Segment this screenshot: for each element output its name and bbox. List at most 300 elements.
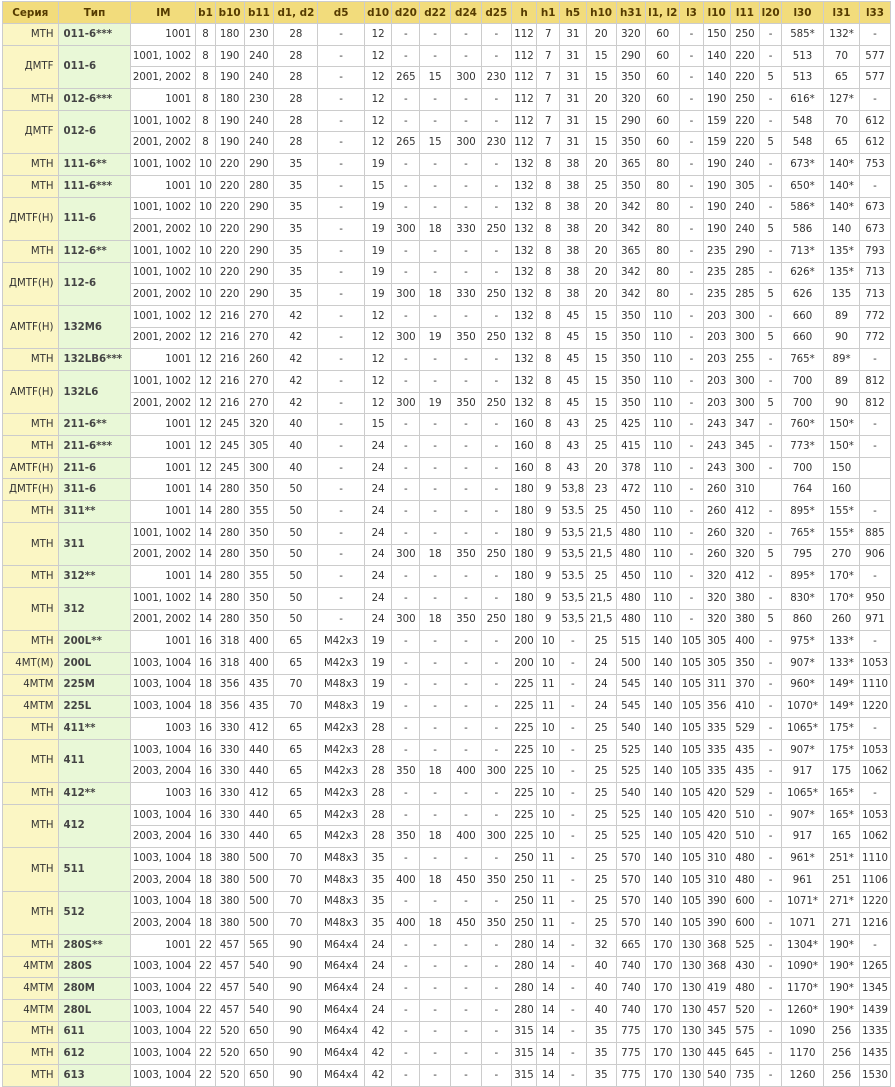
dimension-cell: 240 (244, 67, 274, 89)
im-cell: 2003, 2004 (131, 913, 196, 935)
dimension-cell: 53.5 (559, 566, 586, 588)
dimension-cell: M48x3 (318, 891, 364, 913)
dimension-cell: - (318, 587, 364, 609)
dimension-cell: - (420, 457, 451, 479)
dimension-cell: 31 (559, 89, 586, 111)
dimension-cell: - (481, 587, 511, 609)
dimension-cell: - (680, 262, 704, 284)
dimension-cell: 1070* (781, 696, 823, 718)
series-cell: MTH (3, 414, 59, 436)
dimension-cell: 7 (537, 110, 560, 132)
dimension-cell: 19 (364, 631, 392, 653)
type-cell: 412 (58, 804, 131, 847)
dimension-cell: - (451, 197, 482, 219)
dimension-cell (860, 457, 891, 479)
dimension-cell: - (392, 783, 420, 805)
dimension-cell: M64x4 (318, 934, 364, 956)
dimension-cell: 356 (703, 696, 730, 718)
dimension-cell: - (760, 761, 782, 783)
dimension-cell: 280 (215, 522, 244, 544)
dimension-cell: M64x4 (318, 999, 364, 1021)
dimension-cell: 285 (730, 284, 760, 306)
dimension-cell: 155* (824, 501, 860, 523)
type-cell: 132M6 (58, 305, 131, 348)
dimension-cell: 1062 (860, 761, 891, 783)
dimension-cell: 300 (392, 219, 420, 241)
dimension-cell: 190 (215, 132, 244, 154)
dimension-cell: 435 (244, 696, 274, 718)
dimension-cell: 160 (511, 457, 537, 479)
dimension-cell: 350 (451, 544, 482, 566)
dimension-cell: 31 (559, 67, 586, 89)
dimension-cell: 90 (274, 1065, 318, 1087)
dimension-cell: 14 (537, 934, 560, 956)
dimension-cell: M64x4 (318, 1065, 364, 1087)
im-cell: 2001, 2002 (131, 132, 196, 154)
dimension-cell: - (392, 739, 420, 761)
dimension-cell: 480 (730, 978, 760, 1000)
dimension-cell: 19 (420, 327, 451, 349)
dimension-cell: 14 (196, 479, 216, 501)
dimension-cell: - (680, 305, 704, 327)
header-row (3, 2, 891, 24)
dimension-cell: 450 (616, 501, 646, 523)
dimension-cell: 130 (680, 1021, 704, 1043)
dimension-cell: - (318, 24, 364, 46)
dimension-cell: - (392, 414, 420, 436)
dimension-cell: 14 (196, 544, 216, 566)
type-cell: 211-6 (58, 457, 131, 479)
dimension-cell: 480 (616, 609, 646, 631)
dimension-cell: 24 (364, 501, 392, 523)
dimension-cell: 14 (537, 1043, 560, 1065)
dimension-cell: 35 (274, 175, 318, 197)
dimension-cell: - (760, 457, 782, 479)
column-header: l33 (860, 2, 891, 24)
dimension-cell: - (481, 1065, 511, 1087)
dimension-cell: 15 (586, 392, 616, 414)
dimension-cell: 243 (703, 414, 730, 436)
type-cell: 412** (58, 783, 131, 805)
dimension-cell: 110 (646, 436, 680, 458)
dimension-cell: 40 (274, 414, 318, 436)
dimension-cell: 1265 (860, 956, 891, 978)
dimension-cell: 14 (196, 501, 216, 523)
dimension-cell: - (481, 305, 511, 327)
dimension-cell: 8 (537, 392, 560, 414)
dimension-cell: 600 (730, 913, 760, 935)
dimension-cell: 24 (364, 609, 392, 631)
dimension-cell: 216 (215, 371, 244, 393)
dimension-cell: - (318, 522, 364, 544)
dimension-cell: 165* (824, 804, 860, 826)
type-cell: 612 (58, 1043, 131, 1065)
dimension-cell: - (680, 522, 704, 544)
dimension-cell: 577 (860, 67, 891, 89)
dimension-cell: 28 (274, 45, 318, 67)
dimension-cell: 25 (586, 501, 616, 523)
dimension-cell: - (392, 175, 420, 197)
dimension-cell: 660 (781, 305, 823, 327)
dimension-cell: 305 (703, 631, 730, 653)
table-row (3, 934, 891, 956)
dimension-cell: - (392, 45, 420, 67)
dimension-cell: 24 (364, 587, 392, 609)
dimension-cell: - (760, 869, 782, 891)
dimension-cell: 8 (196, 89, 216, 111)
dimension-cell: 105 (680, 826, 704, 848)
dimension-cell: 480 (616, 544, 646, 566)
dimension-cell: 8 (537, 262, 560, 284)
dimension-cell: 318 (215, 652, 244, 674)
dimension-cell: 260 (703, 522, 730, 544)
dimension-cell: 330 (215, 783, 244, 805)
dimension-cell: - (318, 414, 364, 436)
dimension-cell: 673 (860, 219, 891, 241)
dimension-cell: 140 (646, 783, 680, 805)
dimension-cell: - (451, 978, 482, 1000)
type-cell: 312 (58, 587, 131, 630)
dimension-cell: 14 (196, 522, 216, 544)
dimension-cell: 35 (274, 197, 318, 219)
dimension-cell: - (559, 869, 586, 891)
dimension-cell: 105 (680, 891, 704, 913)
dimension-cell: 110 (646, 371, 680, 393)
dimension-cell: - (481, 566, 511, 588)
dimension-cell: - (318, 89, 364, 111)
dimension-cell: 150* (824, 436, 860, 458)
dimension-cell: - (680, 240, 704, 262)
dimension-cell: 480 (730, 869, 760, 891)
type-cell: 211-6** (58, 414, 131, 436)
series-cell: MTH (3, 739, 59, 782)
dimension-cell: 280 (244, 175, 274, 197)
dimension-cell: - (392, 197, 420, 219)
im-cell: 1001, 1002 (131, 240, 196, 262)
dimension-cell: 1062 (860, 826, 891, 848)
dimension-cell: - (760, 652, 782, 674)
dimension-cell: 19 (364, 219, 392, 241)
dimension-cell: 28 (274, 67, 318, 89)
dimension-cell: 31 (559, 132, 586, 154)
dimension-cell: - (420, 631, 451, 653)
dimension-cell: 907* (781, 739, 823, 761)
dimension-cell: 190* (824, 934, 860, 956)
dimension-cell: 300 (451, 132, 482, 154)
dimension-cell: - (559, 696, 586, 718)
dimension-cell: 457 (215, 934, 244, 956)
dimension-cell: 1071* (781, 891, 823, 913)
dimension-cell: 24 (364, 457, 392, 479)
dimension-cell: 342 (616, 262, 646, 284)
dimension-cell: 9 (537, 544, 560, 566)
dimension-cell: 290 (244, 240, 274, 262)
dimension-cell: 28 (364, 826, 392, 848)
dimension-cell: 175* (824, 739, 860, 761)
table-row (3, 804, 891, 826)
dimension-cell: 513 (781, 67, 823, 89)
table-row (3, 587, 891, 609)
dimension-cell: - (559, 848, 586, 870)
im-cell: 1003, 1004 (131, 956, 196, 978)
dimension-cell: 50 (274, 566, 318, 588)
dimension-cell: 520 (215, 1021, 244, 1043)
dimension-cell: 12 (364, 24, 392, 46)
dimension-cell: 22 (196, 934, 216, 956)
type-cell: 312** (58, 566, 131, 588)
dimension-cell: 105 (680, 739, 704, 761)
dimension-cell: - (420, 1021, 451, 1043)
dimension-cell: 159 (703, 132, 730, 154)
dimension-cell: 240 (244, 132, 274, 154)
dimension-cell: 440 (244, 761, 274, 783)
dimension-cell: 89* (824, 349, 860, 371)
series-cell: 4MTM (3, 999, 59, 1021)
dimension-cell: 812 (860, 371, 891, 393)
table-row (3, 436, 891, 458)
dimension-cell: 18 (196, 913, 216, 935)
dimension-cell: 225 (511, 718, 537, 740)
dimension-cell: - (481, 110, 511, 132)
dimension-cell: - (760, 631, 782, 653)
dimension-cell: 400 (244, 631, 274, 653)
dimension-cell: - (760, 696, 782, 718)
dimension-cell: - (559, 804, 586, 826)
dimension-cell: - (481, 652, 511, 674)
dimension-cell: 21,5 (586, 522, 616, 544)
dimension-cell: 15 (586, 305, 616, 327)
dimension-cell: 310 (730, 479, 760, 501)
dimension-cell: 430 (730, 956, 760, 978)
dimension-cell: 15 (364, 414, 392, 436)
dimension-cell: 18 (420, 761, 451, 783)
dimension-cell: 11 (537, 674, 560, 696)
dimension-cell: 457 (215, 978, 244, 1000)
dimension-cell: 1530 (860, 1065, 891, 1087)
dimension-cell: 35 (364, 913, 392, 935)
dimension-cell: 300 (392, 327, 420, 349)
column-header: b11 (244, 2, 274, 24)
dimension-cell: 450 (451, 913, 482, 935)
type-cell: 112-6** (58, 240, 131, 262)
dimension-cell: 110 (646, 587, 680, 609)
dimension-cell: - (392, 587, 420, 609)
dimension-cell: 70 (274, 891, 318, 913)
dimension-cell: - (318, 175, 364, 197)
dimension-cell: - (680, 457, 704, 479)
dimension-cell: 305 (730, 175, 760, 197)
dimension-cell: 540 (616, 718, 646, 740)
dimension-cell: 812 (860, 392, 891, 414)
dimension-cell: 8 (537, 175, 560, 197)
dimension-cell: - (451, 934, 482, 956)
dimension-cell: 110 (646, 501, 680, 523)
table-row (3, 110, 891, 132)
series-cell: MTH (3, 24, 59, 46)
type-cell: 200L (58, 652, 131, 674)
series-cell: MTH (3, 587, 59, 630)
dimension-cell: 280 (511, 999, 537, 1021)
dimension-cell: 380 (730, 587, 760, 609)
dimension-cell: - (392, 999, 420, 1021)
dimension-cell: 5 (760, 544, 782, 566)
dimension-cell: - (760, 414, 782, 436)
dimension-cell: 311 (703, 674, 730, 696)
dimension-cell: 170* (824, 587, 860, 609)
column-header: l31 (824, 2, 860, 24)
type-cell: 012-6 (58, 110, 131, 153)
dimension-cell: 793 (860, 240, 891, 262)
dimension-cell: 412 (730, 501, 760, 523)
dimension-cell: 795 (781, 544, 823, 566)
type-cell: 132LB6*** (58, 349, 131, 371)
im-cell: 2003, 2004 (131, 761, 196, 783)
type-cell: 311 (58, 522, 131, 565)
dimension-cell: 420 (703, 826, 730, 848)
dimension-cell: - (318, 479, 364, 501)
dimension-cell: 140 (646, 848, 680, 870)
dimension-cell: 105 (680, 631, 704, 653)
dimension-cell: - (481, 934, 511, 956)
type-cell: 280S (58, 956, 131, 978)
dimension-cell: - (451, 848, 482, 870)
dimension-cell: - (451, 240, 482, 262)
dimension-cell: 24 (364, 544, 392, 566)
dimension-cell: 380 (215, 848, 244, 870)
dimension-cell: 950 (860, 587, 891, 609)
column-header: l20 (760, 2, 782, 24)
dimension-cell: 15 (586, 327, 616, 349)
dimension-cell: 1260* (781, 999, 823, 1021)
dimension-cell: - (760, 89, 782, 111)
dimension-cell: - (860, 501, 891, 523)
dimension-cell: - (392, 674, 420, 696)
dimension-cell: 35 (274, 219, 318, 241)
dimension-cell: 435 (730, 761, 760, 783)
table-row (3, 522, 891, 544)
dimension-cell: - (420, 501, 451, 523)
dimension-cell: 251 (824, 869, 860, 891)
dimension-cell: - (420, 566, 451, 588)
series-cell: MTH (3, 1021, 59, 1043)
dimension-cell: 300 (481, 826, 511, 848)
im-cell: 1001, 1002 (131, 45, 196, 67)
dimension-cell: 10 (196, 175, 216, 197)
dimension-cell: 378 (616, 457, 646, 479)
dimension-cell: 250 (511, 869, 537, 891)
dimension-cell: 445 (703, 1043, 730, 1065)
dimension-cell: - (680, 175, 704, 197)
dimension-cell: 270 (824, 544, 860, 566)
dimension-cell: 315 (511, 1065, 537, 1087)
dimension-cell: 25 (586, 436, 616, 458)
im-cell: 1001, 1002 (131, 262, 196, 284)
column-header: l1, l2 (646, 2, 680, 24)
dimension-cell: - (420, 783, 451, 805)
dimension-cell: 1335 (860, 1021, 891, 1043)
dimension-cell: 35 (364, 891, 392, 913)
dimension-cell: 220 (730, 132, 760, 154)
dimension-cell: 365 (616, 154, 646, 176)
dimension-cell: 110 (646, 392, 680, 414)
dimension-cell: 626* (781, 262, 823, 284)
dimension-cell: 713 (860, 262, 891, 284)
dimension-cell: - (680, 414, 704, 436)
dimension-cell: 300 (730, 457, 760, 479)
dimension-cell: 740 (616, 999, 646, 1021)
column-header: l3 (680, 2, 704, 24)
type-cell: 411** (58, 718, 131, 740)
dimension-cell: 12 (196, 414, 216, 436)
dimension-cell: 650* (781, 175, 823, 197)
column-header: b1 (196, 2, 216, 24)
dimension-cell: 575 (730, 1021, 760, 1043)
dimension-cell: 540 (616, 783, 646, 805)
dimension-cell: 135* (824, 262, 860, 284)
dimension-cell: 180 (511, 609, 537, 631)
dimension-cell: - (451, 804, 482, 826)
dimension-cell: 570 (616, 891, 646, 913)
dimension-cell: 19 (364, 154, 392, 176)
dimension-cell: 775 (616, 1043, 646, 1065)
dimension-cell: 320 (244, 414, 274, 436)
series-cell: MTH (3, 240, 59, 262)
dimension-cell: 175* (824, 718, 860, 740)
dimension-cell: 345 (703, 1021, 730, 1043)
dimension-cell: 300 (392, 392, 420, 414)
dimension-cell: - (318, 566, 364, 588)
type-cell: 511 (58, 848, 131, 891)
dimension-cell: 190 (703, 175, 730, 197)
dimension-cell: 10 (537, 804, 560, 826)
dimension-cell: - (481, 89, 511, 111)
dimension-cell: - (392, 978, 420, 1000)
dimension-cell: 280 (511, 978, 537, 1000)
dimension-cell: 20 (586, 154, 616, 176)
dimension-cell: 315 (511, 1043, 537, 1065)
dimension-cell: 25 (586, 761, 616, 783)
dimension-cell: 42 (364, 1065, 392, 1087)
dimension-cell: - (392, 457, 420, 479)
dimension-cell: 540 (244, 999, 274, 1021)
dimension-cell: 305 (244, 436, 274, 458)
dimension-cell: 150 (703, 24, 730, 46)
series-cell: ДМТF(Н) (3, 197, 59, 240)
dimension-cell: 60 (646, 45, 680, 67)
dimension-cell: - (559, 999, 586, 1021)
dimension-cell: 28 (364, 739, 392, 761)
dimension-cell: 28 (364, 761, 392, 783)
im-cell: 1001 (131, 457, 196, 479)
dimension-cell: 290 (244, 284, 274, 306)
dimension-cell: 10 (537, 718, 560, 740)
dimension-cell: 180 (511, 544, 537, 566)
dimension-cell: - (760, 1021, 782, 1043)
dimension-cell: - (318, 305, 364, 327)
dimension-cell: 457 (215, 999, 244, 1021)
series-cell: ДМТF (3, 45, 59, 88)
dimension-cell: - (481, 262, 511, 284)
dimension-cell: 19 (364, 652, 392, 674)
dimension-cell: 255 (730, 349, 760, 371)
dimension-cell: 256 (824, 1021, 860, 1043)
dimension-cell: - (451, 154, 482, 176)
table-row (3, 544, 891, 566)
dimension-cell: 240 (244, 110, 274, 132)
dimension-cell: 350 (481, 869, 511, 891)
series-cell: MTH (3, 934, 59, 956)
dimension-cell: 410 (730, 696, 760, 718)
